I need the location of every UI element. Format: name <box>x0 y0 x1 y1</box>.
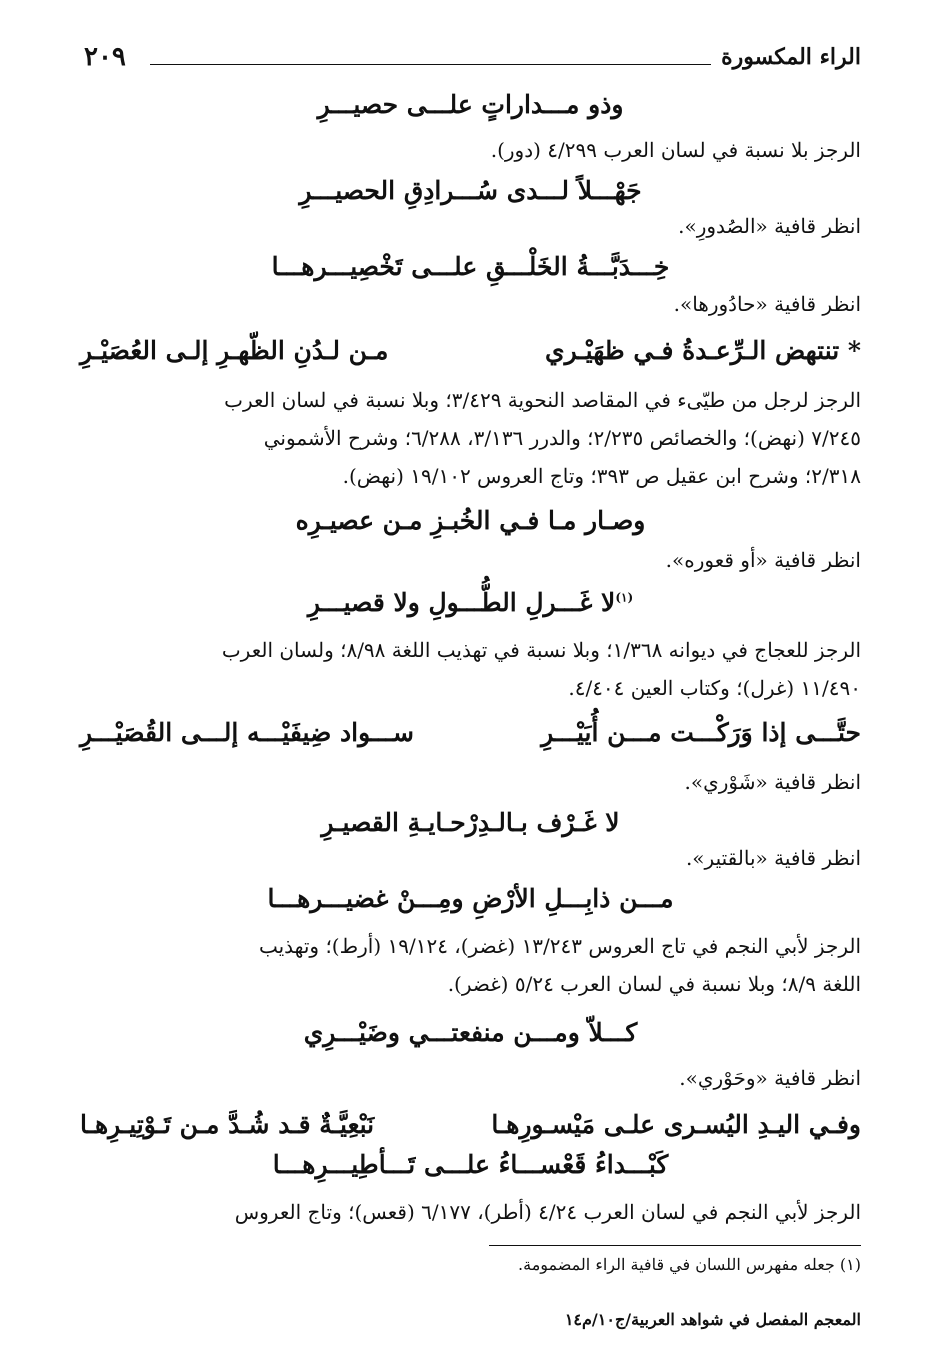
reference-line: الرجز بلا نسبة في لسان العرب ٤/٢٩٩ (دور). <box>490 138 861 162</box>
prose-line: الرجز لأبي النجم في لسان العرب ٤/٢٤ (أطر)، ٦/١٧٧ (قعس)؛ وتاج العروس <box>234 1200 861 1224</box>
prose-line: الرجز لرجل من طيّىء في المقاصد النحوية ٣/٤٢٩؛ وبلا نسبة في لسان العرب <box>224 388 861 412</box>
reference-line: انظر قافية «وحَوْري». <box>679 1066 861 1090</box>
verse-line: جَهْـــلاً لـــدى سُـــرادِقِ الحصيـــرِ <box>299 176 642 205</box>
verse-line: مـــن ذابِـــلِ الأرْضِ ومِـــنْ غضيـــرهـــا <box>267 884 674 913</box>
verse-line: وصـار مـا فـي الخُبـزِ مـن عصيـرِه <box>295 506 646 535</box>
verse-line: خِـــدَبَّـــةُ الخَلْـــقِ علـــى تَخْصِيـــرهـــا <box>271 252 670 281</box>
verse-line: كَبْـــداءُ قَعْســـاءُ علـــى تَـــأطِيـــرِهـــا <box>272 1150 669 1179</box>
reference-line: انظر قافية «بالقتير». <box>685 846 861 870</box>
reference-line: انظر قافية «الصُدورِ». <box>678 214 861 238</box>
header-rule <box>150 64 711 65</box>
verse-hemistich-second: نَبْعِيَّـةٌ قـد شُـدَّ مـن تَـوْتِيـرِهـا <box>80 1110 375 1139</box>
page-header <box>84 42 861 78</box>
verse-line: وذو مـــداراتٍ علـــى حصيـــرِ <box>317 90 624 119</box>
footnote-marker: (١) <box>615 590 634 605</box>
footnote-rule <box>489 1245 861 1246</box>
page-footer: المعجم المفصل في شواهد العربية/ج١٠/م١٤ <box>564 1310 861 1329</box>
reference-line: ١١/٤٩٠ (غرل)؛ وكتاب العين ٤/٤٠٤. <box>568 676 861 700</box>
reference-line: ٢/٣١٨؛ وشرح ابن عقيل ص ٣٩٣؛ وتاج العروس ١٩/١٠٢ (نهض). <box>342 464 861 488</box>
verse-hemistich-first: وفـي اليـدِ اليُسـرى علـى مَيْسـورِهـا <box>491 1110 861 1139</box>
verse-couplet <box>80 336 861 365</box>
reference-line: انظر قافية «أو قعوره». <box>665 548 861 572</box>
verse-line: لا غَـرْف بـالـدِرْحـايـةِ القصيـرِ <box>321 808 620 837</box>
reference-line: اللغة ٨/٩؛ وبلا نسبة في لسان العرب ٥/٢٤ (غضر). <box>447 972 861 996</box>
verse-line: $^{(١)}$لا غَـــرلِ الطُّـــولِ ولا قصيـــرِ <box>307 588 634 617</box>
verse-couplet <box>80 718 861 747</box>
page-number: ٢٠٩ <box>84 42 126 72</box>
verse-line: كـــلاّ ومـــن منفعتـــي وضَيْـــرِي <box>303 1018 638 1047</box>
verse-hemistich-second: ســـواد ضِيفَيْـــه إلـــى القُصَيْـــرِ <box>80 718 414 747</box>
reference-line: انظر قافية «شَوْري». <box>684 770 861 794</box>
prose-line: الرجز لأبي النجم في تاج العروس ١٣/٢٤٣ (غضر)، ١٩/١٢٤ (أرط)؛ وتهذيب <box>258 934 861 958</box>
reference-line: انظر قافية «حادُورها». <box>673 292 861 316</box>
verse-hemistich-second: مـن لـدُنِ الظّهـرِ إلـى العُصَيْـرِ <box>80 336 389 365</box>
verse-hemistich-first: حتَّـــى إذا وَرَكْـــت مـــن أُيَيْـــرِ <box>541 718 861 747</box>
footnote-text: (١) جعله مفهرس اللسان في قافية الراء المضمومة. <box>518 1255 861 1274</box>
verse-hemistich-first: * تنتهض الـرِّعـدةُ فـي ظهَيْـري <box>545 336 861 365</box>
prose-line: الرجز للعجاج في ديوانه ١/٣٦٨؛ وبلا نسبة في تهذيب اللغة ٨/٩٨؛ ولسان العرب <box>221 638 861 662</box>
running-title: الراء المكسورة <box>721 44 861 70</box>
verse-couplet <box>80 1110 861 1139</box>
prose-line: ٧/٢٤٥ (نهض)؛ والخصائص ٢/٢٣٥؛ والدرر ٣/١٣٦، ٦/٢٨٨؛ وشرح الأشموني <box>263 426 861 450</box>
